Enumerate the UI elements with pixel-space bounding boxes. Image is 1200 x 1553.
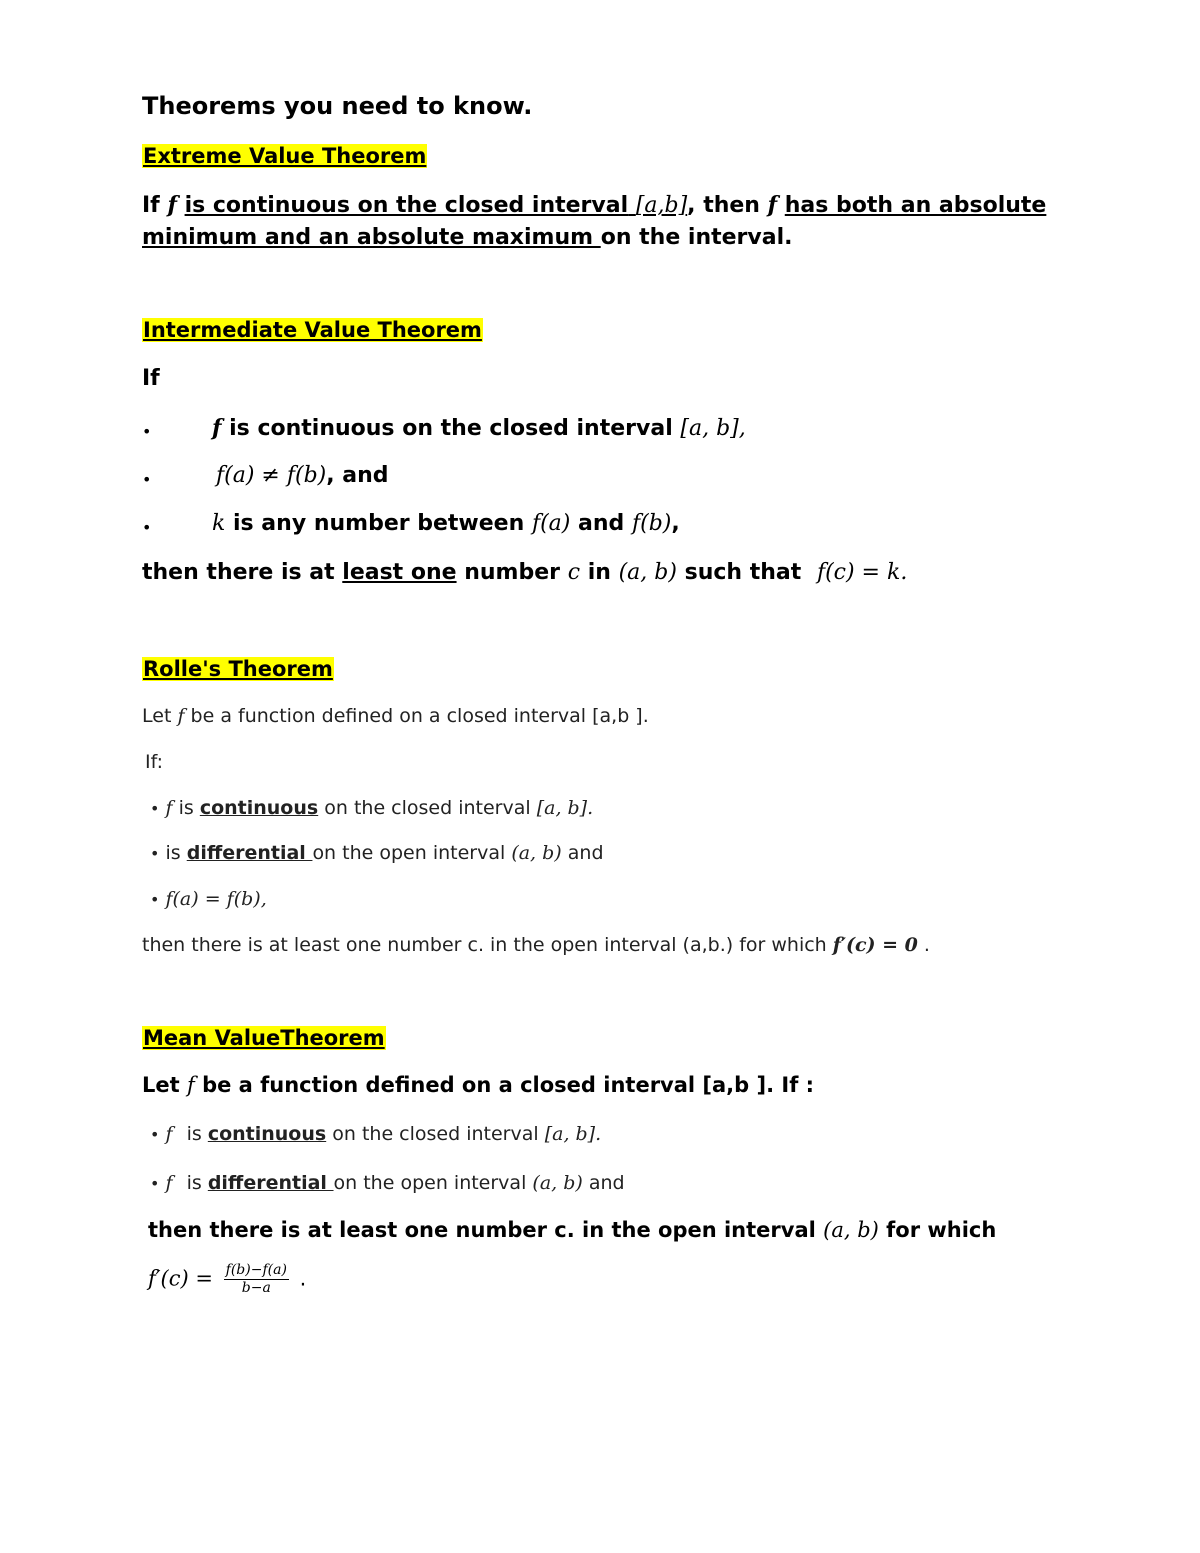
rolle-item-2: • is differential on the open interval (a, b) and	[150, 842, 604, 864]
evt-continuous-text: is continuous on the closed interval [a,b]	[184, 193, 688, 218]
evt-absolute-text: has both an absolute	[784, 193, 1047, 218]
mvt-fraction-denominator: b−a	[241, 1279, 271, 1296]
rolle-line-1: Let f be a function defined on a closed interval [a,b ].	[142, 705, 649, 727]
ivt-conclusion: then there is at least one number c in (a, b) such that f(c) = k.	[142, 560, 908, 585]
evt-heading-text: Extreme Value Theorem	[143, 144, 427, 168]
evt-f: f	[167, 192, 177, 218]
mvt-item-2: • f is differential on the open interval (a, b) and	[150, 1172, 625, 1194]
evt-line-1	[142, 192, 1046, 219]
mvt-heading-text: Mean ValueTheorem	[143, 1026, 385, 1050]
evt-if: If	[142, 193, 160, 218]
evt-f2: f	[767, 192, 778, 218]
mvt-heading	[142, 1026, 386, 1051]
ivt-item-2: f(a) ≠ f(b), and	[216, 463, 389, 488]
mvt-fraction	[224, 1262, 289, 1297]
ivt-bullet-1: •	[142, 422, 152, 441]
ivt-heading	[142, 318, 483, 343]
mvt-conclusion: then there is at least one number c. in the open interval (a, b) for which	[148, 1218, 997, 1242]
ivt-bullet-3: •	[142, 518, 152, 537]
rolle-item-1: • f is continuous on the closed interval [a, b].	[150, 797, 594, 819]
mvt-formula	[148, 1262, 306, 1297]
mvt-item-1: • f is continuous on the closed interval [a, b].	[150, 1123, 602, 1145]
mvt-formula-lhs: f′(c) =	[148, 1266, 213, 1291]
evt-then: , then	[687, 193, 760, 218]
rolle-item-3: • f(a) = f(b),	[150, 888, 267, 910]
rolle-if: If:	[145, 751, 164, 773]
ivt-item-3: k is any number between f(a) and f(b),	[212, 511, 680, 536]
rolle-heading	[142, 657, 334, 682]
mvt-fraction-numerator: f(b)−f(a)	[225, 1262, 287, 1278]
evt-line-2	[142, 225, 792, 251]
page-title: Theorems you need to know.	[142, 92, 533, 120]
evt-min-max: minimum and an absolute maximum	[142, 225, 601, 250]
ivt-item-1: f is continuous on the closed interval [a, b],	[212, 415, 746, 441]
ivt-bullet-2: •	[142, 470, 152, 489]
ivt-if: If	[142, 366, 160, 391]
mvt-line-1: Let f be a function defined on a closed interval [a,b ]. If :	[142, 1073, 815, 1097]
rolle-heading-text: Rolle's Theorem	[143, 657, 333, 681]
mvt-formula-end: .	[299, 1266, 307, 1291]
evt-heading	[142, 144, 427, 169]
rolle-conclusion: then there is at least one number c. in the open interval (a,b.) for which f′(c) = 0 .	[142, 934, 930, 956]
evt-interval-end: on the interval.	[600, 225, 793, 250]
ivt-heading-text: Intermediate Value Theorem	[143, 318, 482, 342]
